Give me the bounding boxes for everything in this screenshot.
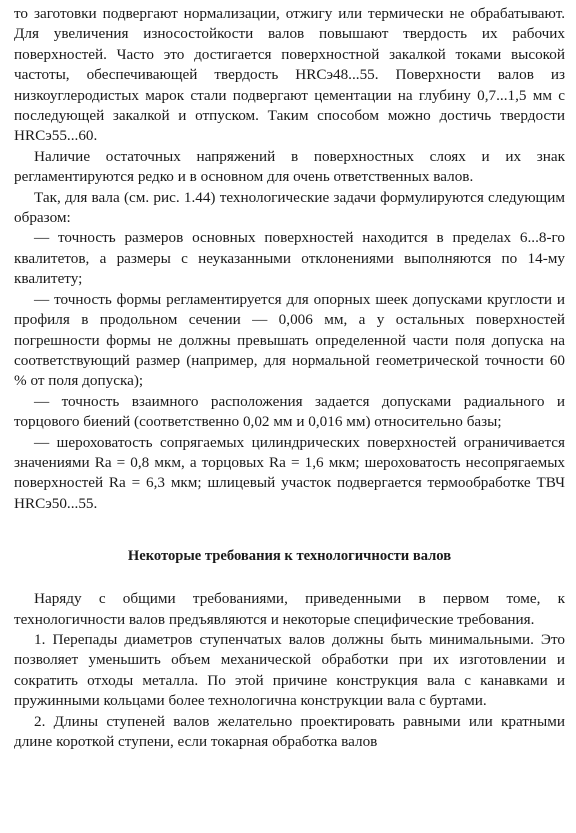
paragraph-3: Так, для вала (см. рис. 1.44) технологические задачи формулируются следующим образом: bbox=[14, 188, 565, 227]
list-item-position-accuracy: — точность взаимного расположения задается допусками радиального и торцового биений (соответственно 0,02 мм и 0,016 мм) относительно базы; bbox=[14, 392, 565, 431]
paragraph-requirements-intro: Наряду с общими требованиями, приведенными в первом томе, к технологичности валов предъявляются и некоторые специфические требования. bbox=[14, 590, 565, 628]
list-item-form-accuracy: — точность формы регламентируется для опорных шеек допусками круглости и профиля в продольном сечении — 0,006 мм, а у остальных поверхностей погрешности формы не должны превышать определенной части поля допуска на соответствующий размер (например, для нормальной геометрической точности 60 % от поля допуска); bbox=[14, 290, 565, 390]
section-heading: Некоторые требования к технологичности валов bbox=[127, 548, 452, 565]
paragraph-requirement-1: 1. Перепады диаметров ступенчатых валов должны быть минимальными. Это позволяет уменьшить объем механической обработки при их изготовлении и сократить отходы металла. По этой причине конструкция вала с канавками и пружинными кольцами более технологична конструкции вала с буртами. bbox=[14, 630, 565, 710]
document-page bbox=[14, 4, 565, 752]
paragraph-1: то заготовки подвергают нормализации, отжигу или термически не обрабатывают. Для увеличения износостойкости валов повышают твердость их рабочих поверхностей. Часто это достигается поверхностной закалкой токами высокой частоты, обеспечивающей твердость HRCэ48...55. Поверхности валов из низкоуглеродистых марок стали подвергают цементации на глубину 0,7...1,5 мм с последующей закалкой и отпуском. Таким способом можно достичь твердости HRCэ55...60. bbox=[14, 5, 565, 145]
body-text-bottom bbox=[14, 589, 565, 752]
list-item-roughness: — шероховатость сопрягаемых цилиндрических поверхностей ограничивается значениями Ra = 0,8 мкм, а торцовых Ra = 1,6 мкм; шероховатость несопрягаемых поверхностей Ra = 6,3 мкм; шлицевый участок подвергается термообработке ТВЧ HRCэ50...55. bbox=[14, 433, 565, 512]
body-text-top bbox=[14, 4, 565, 514]
paragraph-2: Наличие остаточных напряжений в поверхностных слоях и их знак регламентируются редко и в основном для очень ответственных валов. bbox=[14, 147, 565, 186]
paragraph-requirement-2: 2. Длины ступеней валов желательно проектировать равными или кратными длине короткой ступени, если токарная обработка валов bbox=[14, 712, 565, 750]
list-item-size-accuracy: — точность размеров основных поверхностей находится в пределах 6...8-го квалитетов, а размеры с неуказанными отклонениями выполняются по 14-му квалитету; bbox=[14, 229, 565, 288]
